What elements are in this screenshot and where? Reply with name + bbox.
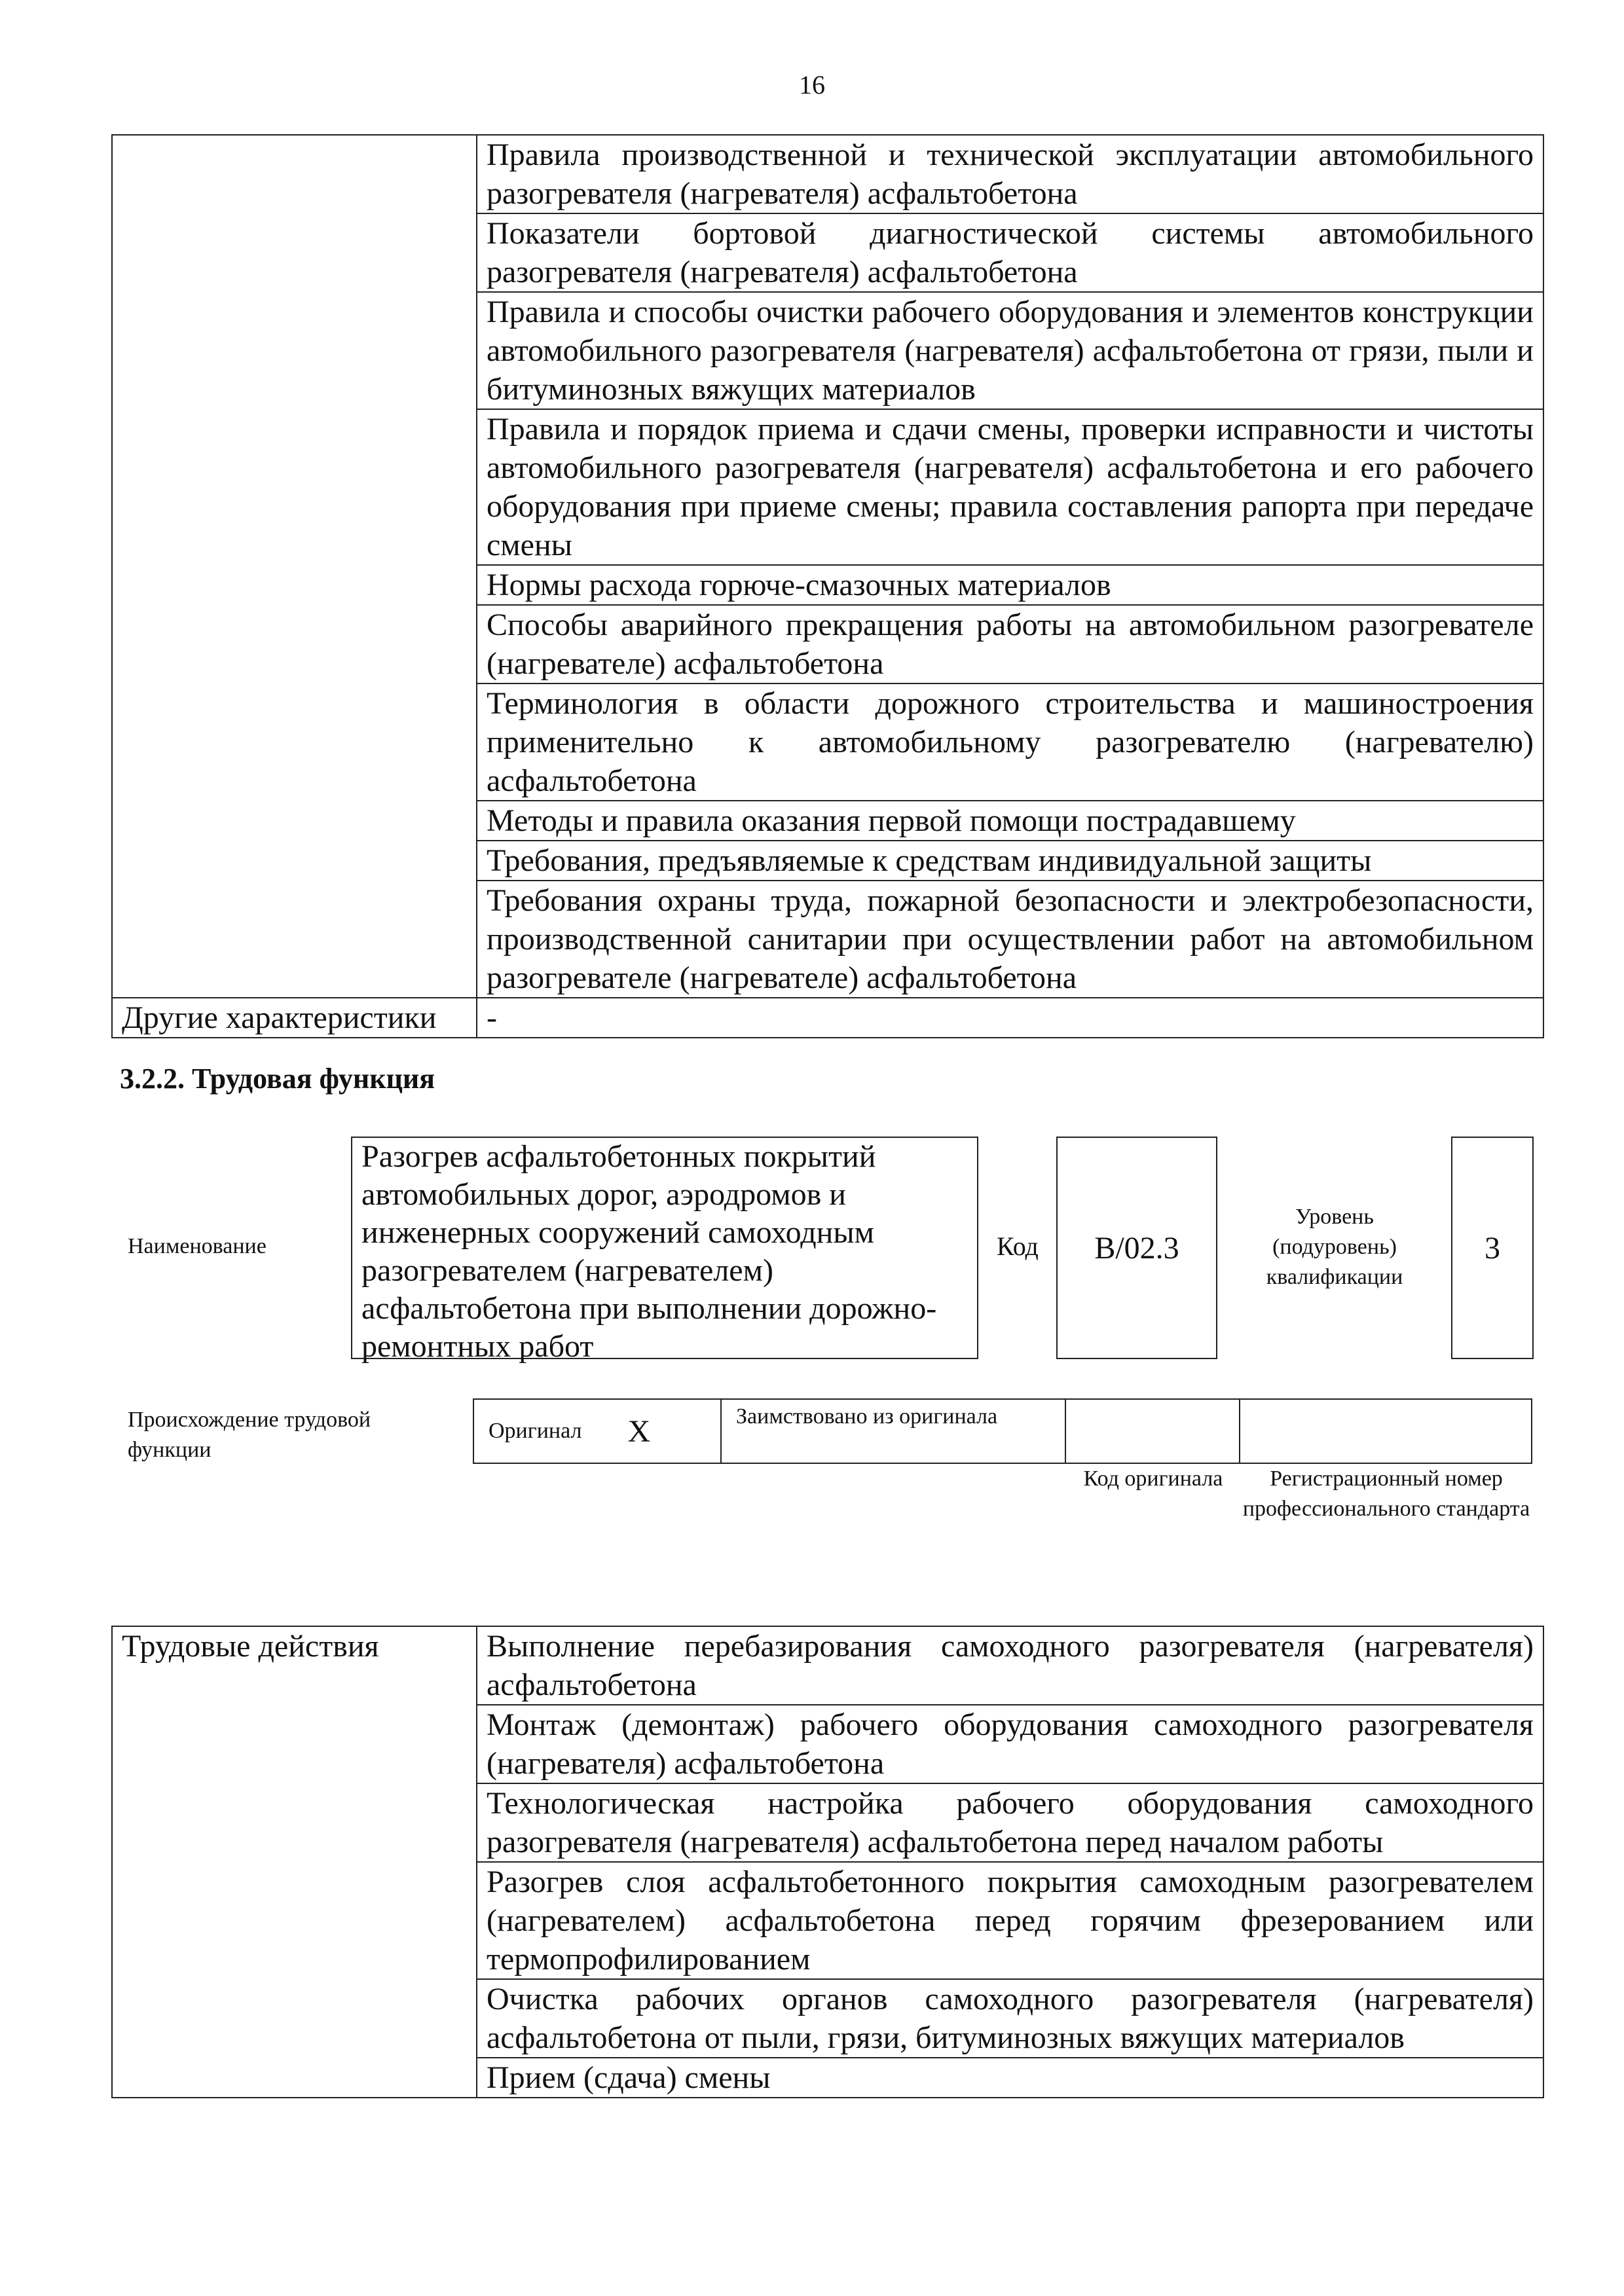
knowledge-item: Правила производственной и технической эксплуатации автомобильного разогревателя (нагревателя) асфальтобетона xyxy=(477,135,1543,213)
knowledge-item: Требования охраны труда, пожарной безопасности и электробезопасности, производственной санитарии при осуществлении работ на автомобильном разогревателе (нагревателе) асфальтобетона xyxy=(477,881,1543,998)
borrowed-label: Заимствовано из оригинала xyxy=(736,1404,998,1429)
registration-number-caption: Регистрационный номер профессионального стандарта xyxy=(1242,1467,1530,1521)
function-code-box xyxy=(1056,1137,1217,1359)
labor-action-item: Выполнение перебазирования самоходного разогревателя (нагревателя) асфальтобетона xyxy=(477,1626,1543,1705)
code-label: Код xyxy=(997,1231,1039,1261)
knowledge-item: Правила и способы очистки рабочего оборудования и элементов конструкции автомобильного разогревателя (нагревателя) асфальтобетона от грязи, пыли и битуминозных вяжущих материалов xyxy=(477,292,1543,409)
qualification-level-box xyxy=(1451,1137,1534,1359)
name-label: Наименование xyxy=(128,1234,267,1258)
qualification-level-value: 3 xyxy=(1485,1230,1500,1266)
knowledge-item: Нормы расхода горюче-смазочных материалов xyxy=(477,565,1543,605)
knowledge-table xyxy=(111,134,1544,1038)
origin-label: Происхождение трудовой функции xyxy=(128,1408,371,1462)
original-label: Оригинал xyxy=(489,1419,582,1443)
knowledge-item: Требования, предъявляемые к средствам индивидуальной защиты xyxy=(477,841,1543,881)
section-title: 3.2.2. Трудовая функция xyxy=(120,1063,435,1095)
labor-actions-label: Трудовые действия xyxy=(112,1626,477,2098)
original-code-caption: Код оригинала xyxy=(1083,1467,1223,1491)
labor-action-item: Разогрев слоя асфальтобетонного покрытия самоходным разогревателем (нагревателем) асфальтобетона перед горячим фрезерованием или термопрофилированием xyxy=(477,1862,1543,1979)
other-characteristics-label: Другие характеристики xyxy=(112,998,477,1038)
labor-action-item: Очистка рабочих органов самоходного разогревателя (нагревателя) асфальтобетона от пыли, грязи, битуминозных вяжущих материалов xyxy=(477,1979,1543,2058)
other-characteristics-value: - xyxy=(477,998,1543,1038)
original-code-cell xyxy=(1066,1400,1240,1463)
labor-actions-table xyxy=(111,1626,1544,2098)
labor-action-item: Технологическая настройка рабочего оборудования самоходного разогревателя (нагревателя) асфальтобетона перед началом работы xyxy=(477,1783,1543,1862)
function-name-value: Разогрев асфальтобетонных покрытий автомобильных дорог, аэродромов и инженерных сооружений самоходным разогревателем (нагревателем) асфальтобетона при выполнении дорожно-ремонтных работ xyxy=(361,1139,937,1364)
page-number: 16 xyxy=(799,70,825,100)
original-mark: X xyxy=(627,1413,651,1449)
knowledge-item: Способы аварийного прекращения работы на автомобильном разогревателе (нагревателе) асфальтобетона xyxy=(477,605,1543,683)
registration-number-cell xyxy=(1240,1400,1532,1463)
function-code-value: B/02.3 xyxy=(1094,1230,1179,1266)
origin-row xyxy=(473,1398,1532,1464)
knowledge-item: Правила и порядок приема и сдачи смены, проверки исправности и чистоты автомобильного разогревателя (нагревателя) асфальтобетона и его рабочего оборудования при приеме смены; правила составления рапорта при передаче смены xyxy=(477,409,1543,565)
knowledge-left-cell xyxy=(112,135,477,998)
function-name-box xyxy=(351,1137,978,1364)
labor-action-item: Монтаж (демонтаж) рабочего оборудования самоходного разогревателя (нагревателя) асфальтобетона xyxy=(477,1705,1543,1783)
knowledge-item: Терминология в области дорожного строительства и машиностроения применительно к автомобильному разогревателю (нагревателю) асфальтобетона xyxy=(477,683,1543,801)
borrowed-cell xyxy=(722,1400,1066,1463)
original-cell xyxy=(473,1400,722,1463)
labor-action-item: Прием (сдача) смены xyxy=(477,2058,1543,2098)
knowledge-item: Показатели бортовой диагностической системы автомобильного разогревателя (нагревателя) асфальтобетона xyxy=(477,213,1543,292)
qualification-level-label: Уровень (подуровень) квалификации xyxy=(1266,1205,1403,1289)
knowledge-item: Методы и правила оказания первой помощи пострадавшему xyxy=(477,801,1543,841)
